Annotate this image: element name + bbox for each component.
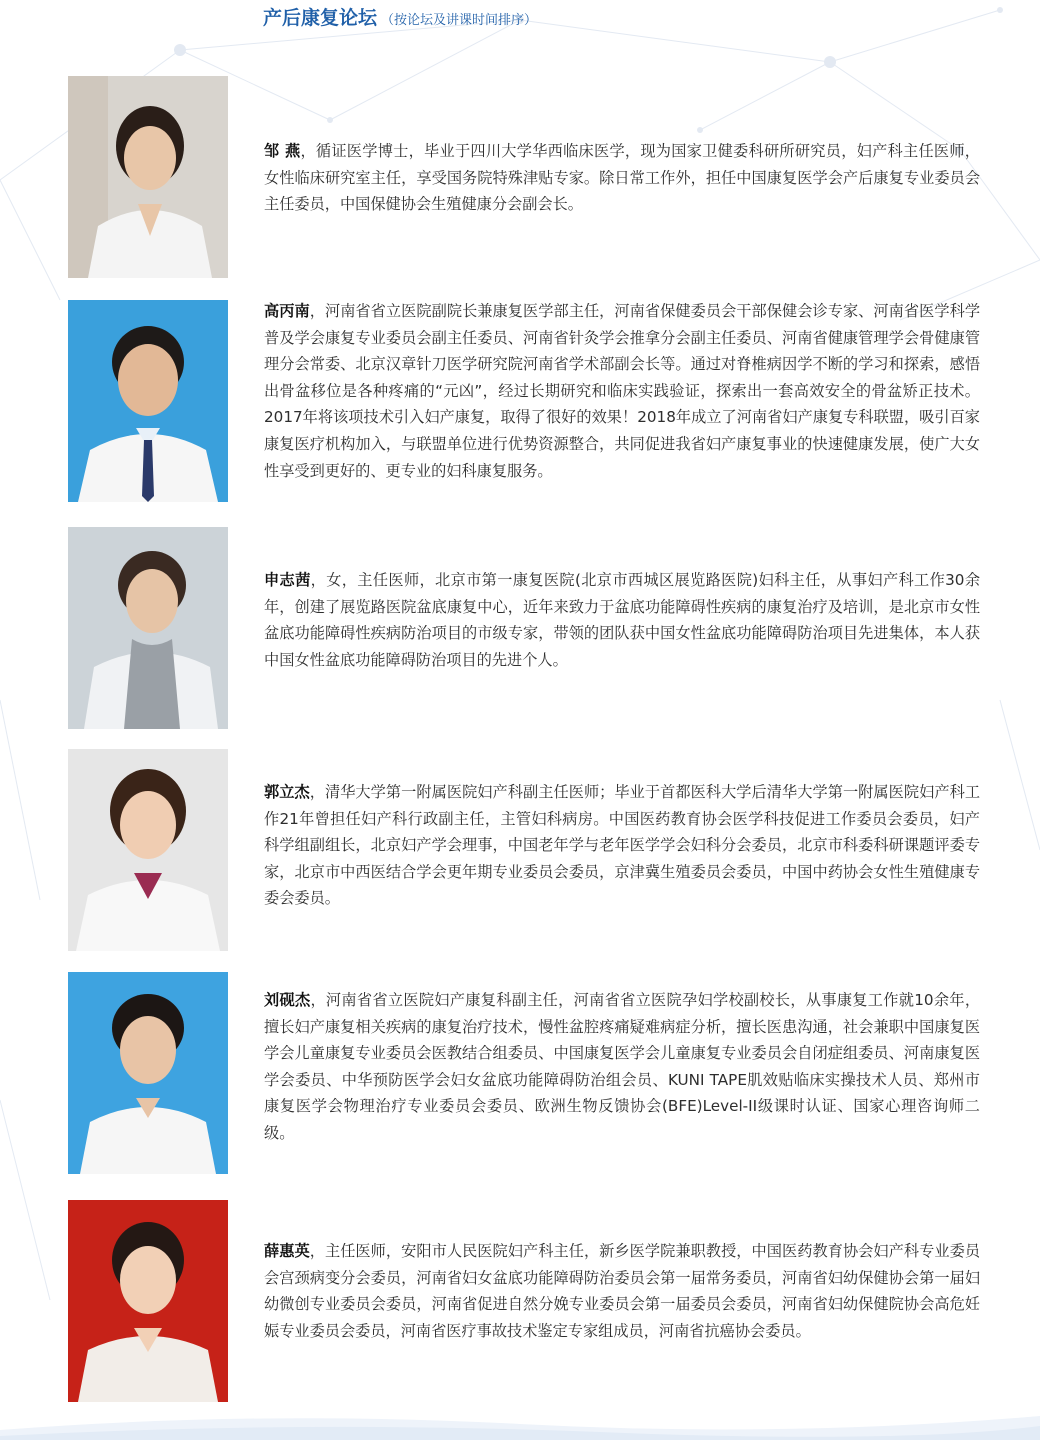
speaker-name: 高丙南 bbox=[264, 302, 310, 320]
speaker-description: ，女，主任医师，北京市第一康复医院(北京市西城区展览路医院)妇科主任，从事妇产科工作30余年，创建了展览路医院盆底康复中心，近年来致力于盆底功能障碍性疾病的康复治疗及培训，是北京市女性盆底功能障碍性疾病防治项目的市级专家，带领的团队获中国女性盆底功能障碍防治项目先进集体，本人获中国女性盆底功能障碍防治项目的先进个人。 bbox=[264, 571, 981, 669]
speaker-bio bbox=[264, 779, 980, 912]
speaker-photo bbox=[68, 76, 228, 278]
speaker-name: 薛惠英 bbox=[264, 1242, 310, 1260]
speaker-bio bbox=[264, 1238, 980, 1344]
speaker-bio bbox=[264, 987, 980, 1147]
section-header bbox=[263, 3, 537, 30]
section-subtitle: （按论坛及讲课时间排序） bbox=[381, 13, 538, 28]
speaker-photo bbox=[68, 527, 228, 729]
speaker-bio bbox=[264, 298, 980, 484]
speaker-bio bbox=[264, 567, 980, 673]
speaker-photo bbox=[68, 749, 228, 951]
speaker-bio bbox=[264, 138, 980, 218]
speaker-name: 邹 燕 bbox=[264, 142, 301, 160]
speaker-name: 郭立杰 bbox=[264, 783, 310, 801]
speaker-photo bbox=[68, 1200, 228, 1402]
speaker-description: ，清华大学第一附属医院妇产科副主任医师；毕业于首都医科大学后清华大学第一附属医院妇产科工作21年曾担任妇产科行政副主任，主管妇科病房。中国医药教育协会医学科技促进工作委员会委员，妇产科学组副组长，北京妇产学会理事，中国老年学与老年医学学会妇科分会委员，北京市科委科研课题评委专家，北京市中西医结合学会更年期专业委员会委员，京津冀生殖委员会委员，中国中药协会女性生殖健康专委会委员。 bbox=[264, 783, 981, 908]
speaker-name: 申志茜 bbox=[264, 571, 311, 589]
speaker-photo bbox=[68, 300, 228, 502]
speaker-description: ，循证医学博士，毕业于四川大学华西临床医学，现为国家卫健委科研所研究员，妇产科主任医师，女性临床研究室主任，享受国务院特殊津贴专家。除日常工作外，担任中国康复医学会产后康复专业委员会主任委员，中国保健协会生殖健康分会副会长。 bbox=[264, 142, 980, 214]
speaker-description: ，主任医师，安阳市人民医院妇产科主任，新乡医学院兼职教授，中国医药教育协会妇产科专业委员会宫颈病变分会委员，河南省妇女盆底功能障碍防治委员会第一届常务委员，河南省妇幼保健协会第一届妇幼微创专业委员会委员，河南省促进自然分娩专业委员会第一届委员会委员，河南省妇幼保健院协会高危妊娠专业委员会委员，河南省医疗事故技术鉴定专家组成员，河南省抗癌协会委员。 bbox=[264, 1242, 981, 1340]
speaker-description: ，河南省省立医院妇产康复科副主任，河南省省立医院孕妇学校副校长，从事康复工作就10余年，擅长妇产康复相关疾病的康复治疗技术，慢性盆腔疼痛疑难病症分析，擅长医患沟通，社会兼职中国康复医学会儿童康复专业委员会医教结合组委员、中国康复医学会儿童康复专业委员会自闭症组委员、河南康复医学会委员、中华预防医学会妇女盆底功能障碍防治组会员、KUNI TAPE肌效贴临床实操技术人员、郑州市康复医学会物理治疗专业委员会委员、欧洲生物反馈协会(BFE)Level-II级课时认证、国家心理咨询师二级。 bbox=[264, 991, 981, 1142]
speaker-name: 刘砚杰 bbox=[264, 991, 311, 1009]
section-title: 产后康复论坛 bbox=[263, 7, 378, 29]
speaker-description: ，河南省省立医院副院长兼康复医学部主任，河南省保健委员会干部保健会诊专家、河南省医学科学普及学会康复专业委员会副主任委员、河南省针灸学会推拿分会副主任委员、河南省健康管理学会骨健康管理分会常委、北京汉章针刀医学研究院河南省学术部副会长等。通过对脊椎病因学不断的学习和探索，感悟出骨盆移位是各种疼痛的“元凶”，经过长期研究和临床实践验证，探索出一套高效安全的骨盆矫正技术。2017年将该项技术引入妇产康复，取得了很好的效果！2018年成立了河南省妇产康复专科联盟，吸引百家康复医疗机构加入，与联盟单位进行优势资源整合，共同促进我省妇产康复事业的快速健康发展，使广大女性享受到更好的、更专业的妇科康复服务。 bbox=[264, 302, 981, 480]
speaker-photo bbox=[68, 972, 228, 1174]
